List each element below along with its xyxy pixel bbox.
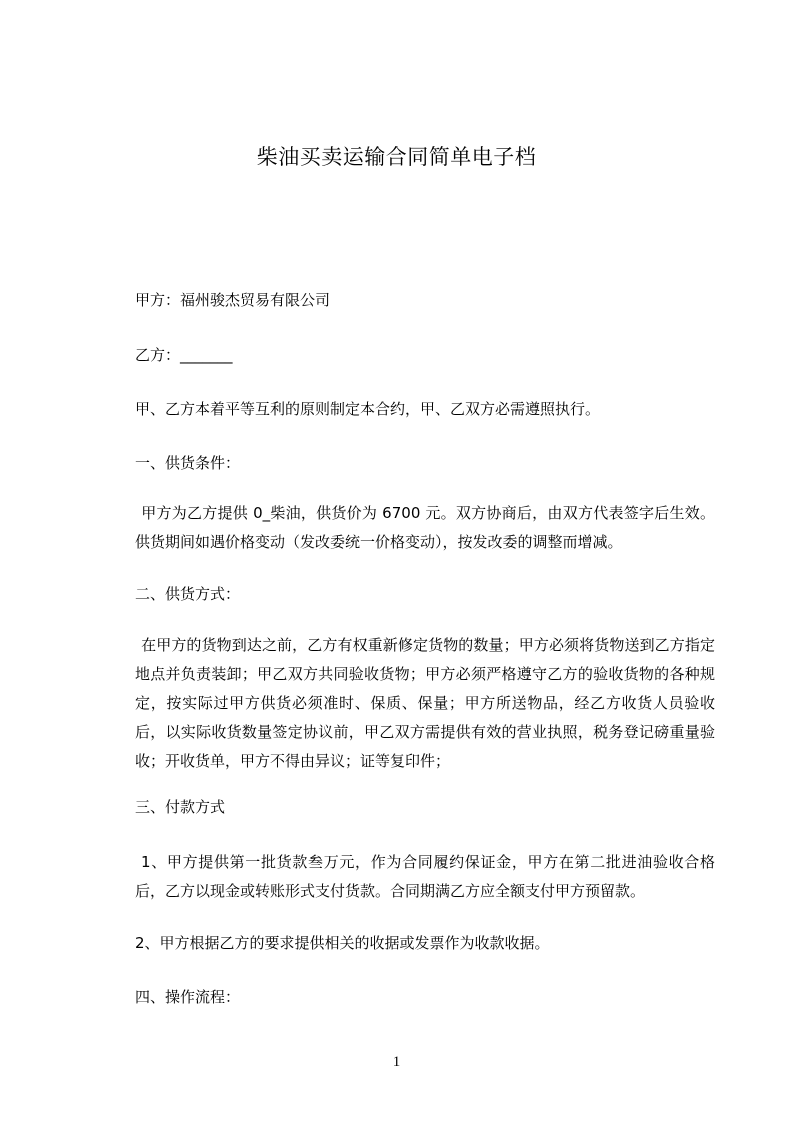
paragraph-text: 1、甲方提供第一批货款叁万元，作为合同履约保证金，甲方在第二批进油验收合格后，乙方以现金或转账形式支付货款。合同期满乙方应全额支付甲方预留款。 — [135, 853, 715, 900]
paragraph-text: 在甲方的货物到达之前，乙方有权重新修定货物的数量；甲方必须将货物送到乙方指定地点并负责装卸；甲乙双方共同验收货物；甲方必须严格遵守乙方的验收货物的各种规定，按实际过甲方供货必须准时、保质、保量；甲方所送物品，经乙方收货人员验收后，以实际收货数量签定协议前，甲乙双方需提供有效的营业执照，税务登记磅重量验收；开收货单，甲方不得由异议；证等复印件； — [135, 636, 715, 770]
section-heading-supply-conditions: 一、供货条件： — [135, 454, 241, 472]
section-heading-supply-method: 二、供货方式： — [135, 585, 241, 603]
party-b: 乙方：_______ — [135, 346, 233, 364]
preamble: 甲、乙方本着平等互利的原则制定本合约，甲、乙双方必需遵照执行。 — [135, 400, 601, 418]
section-heading-operation-flow: 四、操作流程： — [135, 988, 241, 1006]
page-number: 1 — [392, 1054, 401, 1070]
paragraph-text: 甲方为乙方提供 0_柴油，供货价为 6700 元。双方协商后，由双方代表签字后生效。供货期间如遇价格变动（发改委统一价格变动），按发改委的调整而增减。 — [135, 504, 715, 551]
document-title: 柴油买卖运输合同简单电子档 — [256, 145, 537, 169]
section-paragraph-supply-method — [135, 631, 715, 776]
section-paragraph-payment-2: 2、甲方根据乙方的要求提供相关的收据或发票作为收款收据。 — [135, 934, 550, 952]
section-heading-payment: 三、付款方式 — [135, 798, 226, 816]
party-a: 甲方：福州骏杰贸易有限公司 — [135, 291, 331, 309]
section-paragraph-payment-1 — [135, 848, 715, 906]
section-paragraph-supply-conditions — [135, 499, 715, 557]
